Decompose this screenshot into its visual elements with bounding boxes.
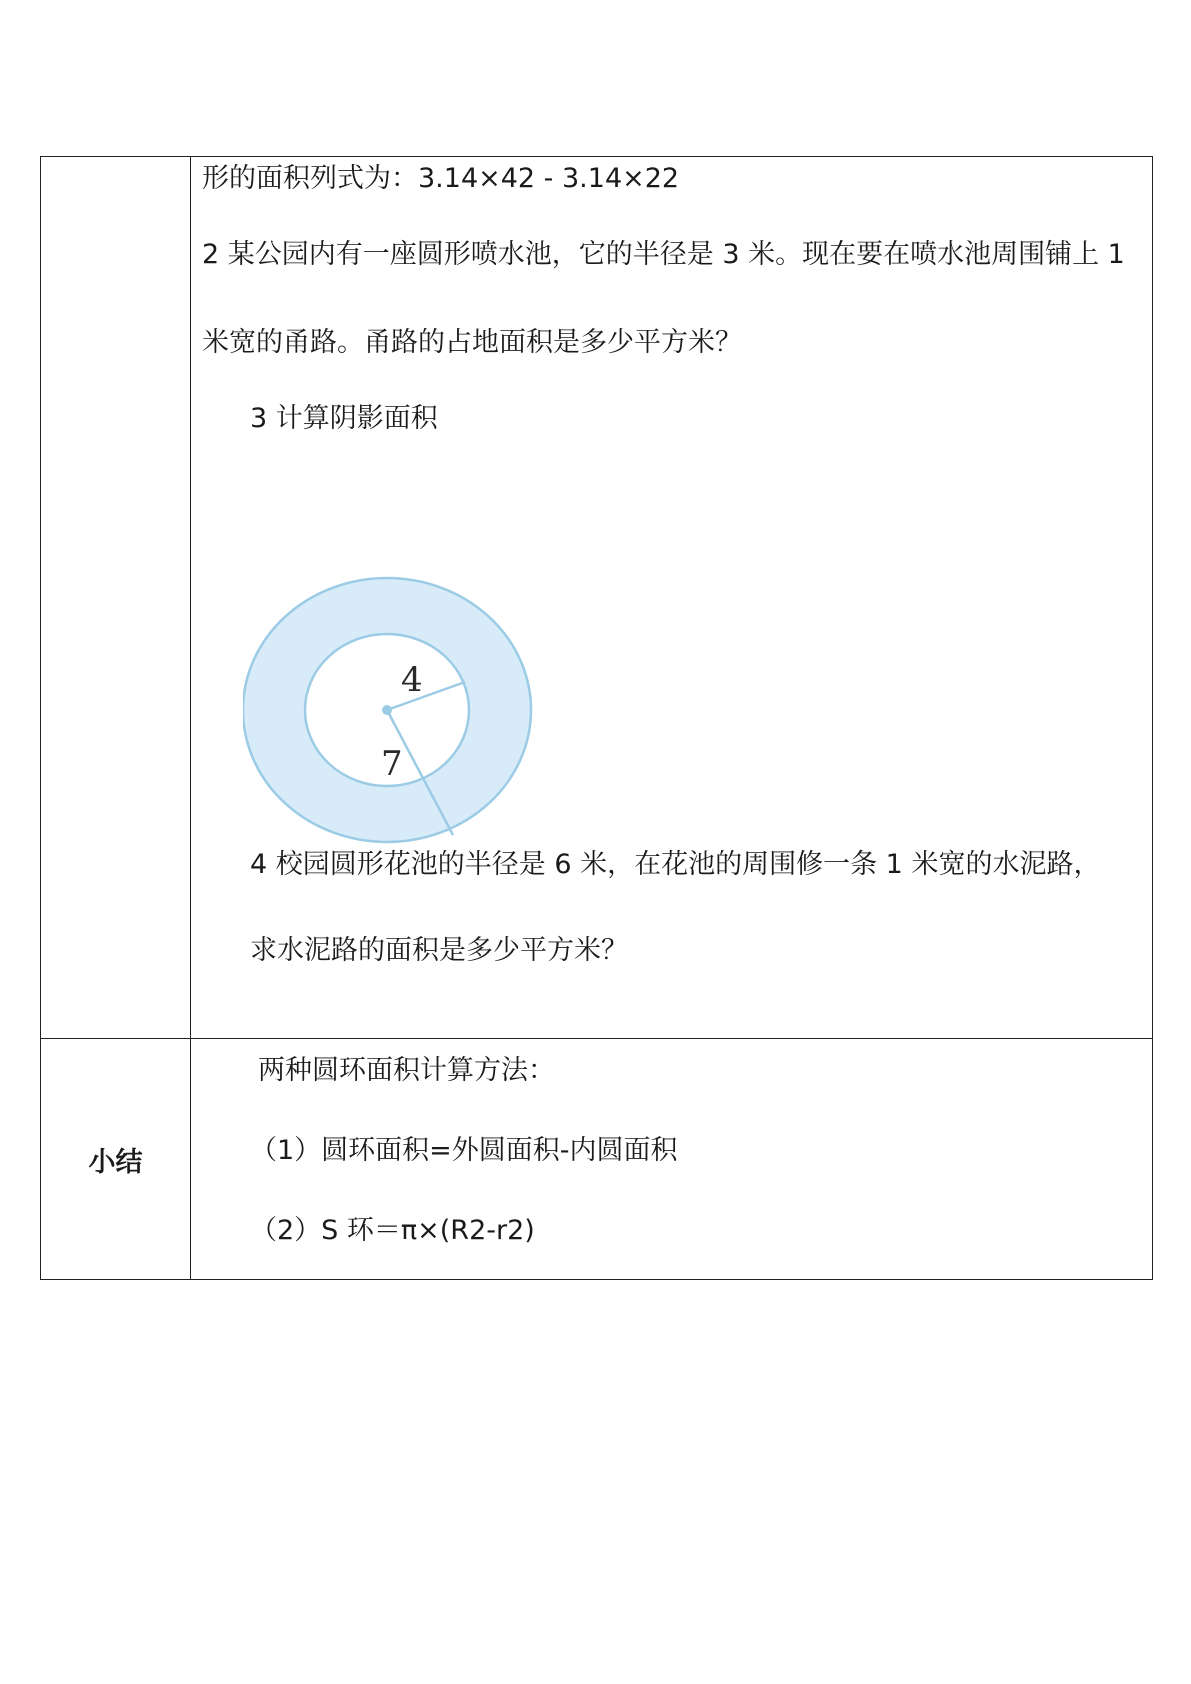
q1-continuation: 形的面积列式为：3.14×42 - 3.14×22: [202, 163, 680, 194]
center-point: [382, 705, 392, 715]
summary-method-1: （1）圆环面积=外圆面积-内圆面积: [250, 1135, 678, 1166]
q4-text-line1: 4 校园圆形花池的半径是 6 米，在花池的周围修一条 1 米宽的水泥路，: [250, 849, 1101, 880]
outer-radius-label: 7: [381, 744, 403, 784]
summary-label-cell: [41, 1039, 191, 1280]
summary-content-cell: [191, 1039, 1153, 1280]
q2-text-line2: 米宽的甬路。甬路的占地面积是多少平方米？: [202, 327, 742, 358]
summary-label: 小结: [88, 1146, 143, 1178]
practice-row: [41, 157, 1153, 1039]
q4-text-line2: 求水泥路的面积是多少平方米？: [250, 935, 628, 966]
annulus-figure: [243, 573, 543, 847]
summary-row: [41, 1039, 1153, 1280]
summary-method-2: （2）S 环＝π×(R2-r2): [250, 1215, 535, 1246]
annulus-diagram: [243, 573, 543, 847]
summary-heading: 两种圆环面积计算方法：: [258, 1055, 555, 1086]
practice-content-cell: [191, 157, 1153, 1039]
q2-text-line1: 2 某公园内有一座圆形喷水池，它的半径是 3 米。现在要在喷水池周围铺上 1: [202, 239, 1125, 270]
practice-label-cell: [41, 157, 191, 1039]
inner-radius-label: 4: [401, 660, 423, 700]
q3-text: 3 计算阴影面积: [250, 403, 438, 434]
lesson-table: [40, 156, 1153, 1280]
